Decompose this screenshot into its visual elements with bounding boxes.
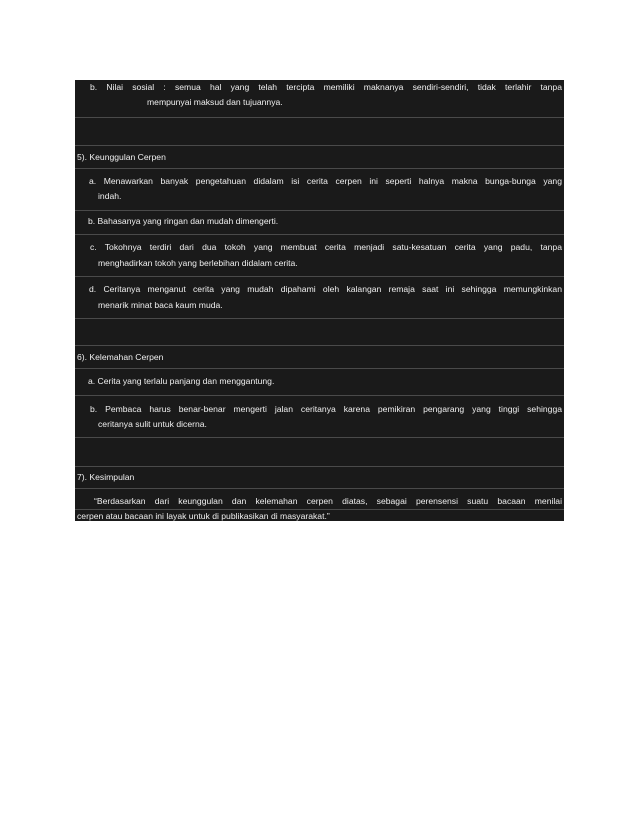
row-divider (75, 488, 564, 489)
keunggulan-d-line-2: menarik minat baca kaum muda. (98, 300, 223, 310)
heading-keunggulan: 5). Keunggulan Cerpen (77, 152, 166, 162)
kelemahan-a: a. Cerita yang terlalu panjang dan menggantung. (88, 376, 275, 386)
kesimpulan-line-1: “Berdasarkan dari keunggulan dan kelemahan cerpen diatas, sebagai perensensi suatu bacaan menilai (94, 496, 562, 506)
keunggulan-b: b. Bahasanya yang ringan dan mudah dimengerti. (88, 216, 279, 226)
row-divider (75, 276, 564, 277)
keunggulan-d-line-1: d. Ceritanya menganut cerita yang mudah dipahami oleh kalangan remaja saat ini sehingga memungkinkan (89, 284, 562, 294)
nilai-sosial-line-2: mempunyai maksud dan tujuannya. (147, 97, 283, 107)
keunggulan-c-line-2: menghadirkan tokoh yang berlebihan didalam cerita. (98, 258, 298, 268)
kelemahan-b-line-2: ceritanya sulit untuk dicerna. (98, 419, 207, 429)
nilai-sosial-line-1: b. Nilai sosial : semua hal yang telah tercipta memiliki maknanya sendiri-sendiri, tidak terlahir tanpa (90, 82, 562, 92)
row-divider (75, 345, 564, 346)
row-divider (75, 318, 564, 319)
row-divider (75, 368, 564, 369)
row-divider (75, 210, 564, 211)
row-divider (75, 437, 564, 438)
keunggulan-a-line-2: indah. (98, 191, 122, 201)
row-divider (75, 234, 564, 235)
row-divider (75, 117, 564, 118)
kesimpulan-line-2: cerpen atau bacaan ini layak untuk di publikasikan di masyarakat.” (77, 511, 330, 521)
kelemahan-b-line-1: b. Pembaca harus benar-benar mengerti jalan ceritanya karena pemikiran pengarang yang tinggi sehingga (90, 404, 562, 414)
row-divider (75, 466, 564, 467)
heading-kesimpulan: 7). Kesimpulan (77, 472, 135, 482)
row-divider (75, 395, 564, 396)
heading-kelemahan: 6). Kelemahan Cerpen (77, 352, 164, 362)
keunggulan-c-line-1: c. Tokohnya terdiri dari dua tokoh yang membuat cerita menjadi satu-kesatuan cerita yang padu, tanpa (90, 242, 562, 252)
keunggulan-a-line-1: a. Menawarkan banyak pengetahuan didalam isi cerita cerpen ini seperti halnya makna bunga-bunga yang (89, 176, 562, 186)
row-divider (75, 168, 564, 169)
row-divider (75, 145, 564, 146)
